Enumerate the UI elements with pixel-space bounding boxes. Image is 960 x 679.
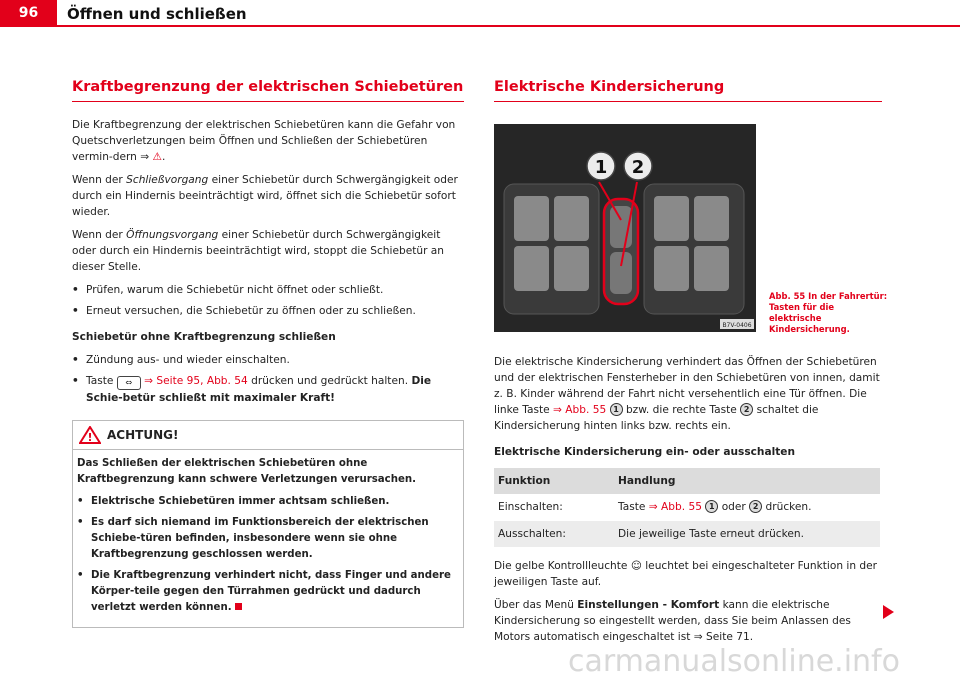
text: einer Schiebetür durch Schwergängigkeit oder durch ein Hindernis beeinträchtigt wird, öffnet sich die Schiebetür sofort wieder. [72, 174, 458, 218]
end-marker-icon [235, 603, 242, 610]
text: Die Kraftbegrenzung verhindert nicht, dass Finger und andere Körper-teile gegen den Türrahmen gedrückt und dadurch verletzt werden können. [91, 570, 451, 613]
door-panel-illustration [494, 124, 756, 332]
left-column [72, 78, 464, 628]
watermark: carmanualsonline.info [568, 644, 900, 679]
bold-text: Die Schie-betür schließt mit maximaler Kraft! [86, 375, 432, 404]
callout-1-icon: 1 [610, 403, 623, 416]
table-cell: Ausschalten: [494, 521, 614, 548]
list-item-text: Elektrische Schiebetüren immer achtsam schließen. [91, 496, 390, 507]
table-header-row [494, 468, 880, 494]
page-title: Öffnen und schließen [67, 5, 247, 23]
list-item-text: Es darf sich niemand im Funktionsbereich der elektrischen Schiebe-türen befinden, insbesondere wenn sie ohne Kraftbegrenzung geschlossen werden. [91, 517, 429, 560]
paragraph [72, 172, 464, 220]
text: Die elektrische Kindersicherung verhindert das Öffnen der Schiebetüren und der elektrischen Fensterheber in den Schiebetüren von innen, damit z. B. Kinder während der Fahrt nicht versehentlich eine Tür öffnen. Die linke Taste [494, 356, 880, 416]
table-cell: Einschalten: [494, 494, 614, 521]
callout-1-icon: 1 [705, 500, 718, 513]
subheading: Schiebetür ohne Kraftbegrenzung schließen [72, 331, 336, 343]
warning-title: ACHTUNG! [107, 428, 179, 442]
figure-area [494, 124, 888, 354]
table-row [494, 521, 880, 548]
warning-body [73, 450, 463, 627]
warning-triangle-icon [79, 426, 101, 444]
table-cell: Die jeweilige Taste erneut drücken. [614, 521, 880, 548]
list-item [77, 515, 459, 563]
text: Wenn der [72, 229, 123, 241]
text: Taste [618, 501, 646, 513]
right-column [494, 78, 888, 652]
table-cell [614, 494, 880, 521]
table-row [494, 494, 880, 521]
list-item [72, 352, 464, 368]
bullet-icon: • [72, 354, 79, 366]
child-lock-indicator-icon: ☺ [630, 560, 642, 572]
bold-text: Einstellungen - Komfort [577, 599, 720, 611]
list-item-text: Zündung aus- und wieder einschalten. [86, 354, 290, 366]
ref-arrow: ⇒ [140, 151, 150, 163]
text: Die gelbe Kontrollleuchte [494, 560, 628, 572]
figure-code: B7V-0406 [722, 322, 752, 329]
bullet-icon: • [72, 305, 79, 317]
callout-2-icon: 2 [749, 500, 762, 513]
paragraph [494, 558, 882, 590]
warning-header [73, 421, 463, 450]
warning-intro: Das Schließen der elektrischen Schiebetüren ohne Kraftbegrenzung kann schwere Verletzungen verursachen. [77, 458, 416, 485]
paragraph: Die Kraftbegrenzung der elektrischen Schiebetüren kann die Gefahr von Quetschverletzungen beim Öffnen und Schließen der Schiebetüren vermin-dern ⇒ ⚠. [72, 119, 456, 163]
page-link[interactable]: ⇒ Seite 95, Abb. 54 [144, 375, 248, 387]
figure-link[interactable]: ⇒ Abb. 55 [553, 404, 607, 416]
callout-2-icon: 2 [740, 403, 753, 416]
text: kann die elektrische Kindersicherung so eingestellt werden, dass Sie beim Anlassen des Motors automatisch eingeschaltet ist ⇒ Seite 71. [494, 599, 851, 643]
list-item-text: Erneut versuchen, die Schiebetür zu öffnen oder zu schließen. [86, 305, 416, 317]
text: Die Kraftbegrenzung der elektrischen Schiebetüren kann die Gefahr von Quetschverletzungen beim Öffnen und Schließen der Schiebetüren vermin-dern [72, 119, 456, 163]
text: drücken. [765, 501, 812, 513]
callout-1-label: 1 [594, 157, 608, 178]
list-item-text [86, 373, 464, 406]
text: schaltet die Kindersicherung hinten links bzw. rechts ein. [494, 404, 819, 432]
section-heading-kindersicherung: Elektrische Kindersicherung [494, 78, 882, 102]
warning-triangle-icon[interactable]: ⚠ [152, 151, 163, 163]
text: oder [721, 501, 746, 513]
section-heading-kraftbegrenzung: Kraftbegrenzung der elektrischen Schiebetüren [72, 78, 464, 102]
table-header: Funktion [494, 468, 614, 494]
header-rule [57, 25, 960, 27]
bullet-icon: • [77, 496, 84, 507]
bullet-icon: • [72, 284, 79, 296]
figure-link[interactable]: ⇒ Abb. 55 [648, 501, 702, 513]
bullet-icon: • [72, 375, 79, 387]
list-item [77, 568, 459, 616]
next-page-arrow-icon[interactable] [883, 605, 894, 619]
function-table [494, 468, 880, 548]
table-header: Handlung [614, 468, 880, 494]
text: einer Schiebetür durch Schwergängigkeit oder durch ein Hindernis beeinträchtigt wird, stoppt die Schiebetür an dieser Stelle. [72, 229, 445, 273]
bullet-icon: • [77, 517, 84, 528]
page-number: 96 [0, 0, 57, 27]
bullet-icon: • [77, 570, 84, 581]
list-item-text: Prüfen, warum die Schiebetür nicht öffnet oder schließt. [86, 284, 384, 296]
paragraph [494, 597, 882, 645]
list-item [72, 303, 464, 319]
paragraph [494, 354, 882, 434]
emphasis: Öffnungsvorgang [126, 229, 219, 241]
text: Über das Menü [494, 599, 574, 611]
text: leuchtet bei eingeschalteter Funktion in der jeweiligen Taste auf. [494, 560, 878, 588]
figure-door-buttons [494, 124, 756, 332]
text: bzw. die rechte Taste [625, 404, 737, 416]
door-button-icon: ⇔ [117, 376, 141, 390]
text: Wenn der [72, 174, 123, 186]
subheading: Elektrische Kindersicherung ein- oder ausschalten [494, 446, 796, 458]
text: Taste [86, 375, 114, 387]
list-item-text [91, 568, 459, 616]
figure-caption: Abb. 55 In der Fahrertür: Tasten für die elektrische Kindersicherung. [769, 291, 888, 334]
warning-box [72, 420, 464, 628]
list-item [72, 282, 464, 298]
list-item [77, 494, 459, 510]
callout-2-label: 2 [631, 157, 645, 178]
list-item [72, 373, 464, 406]
text: drücken und gedrückt halten. [251, 375, 409, 387]
svg-text:!: ! [87, 431, 93, 444]
emphasis: Schließvorgang [126, 174, 209, 186]
paragraph [72, 227, 464, 275]
